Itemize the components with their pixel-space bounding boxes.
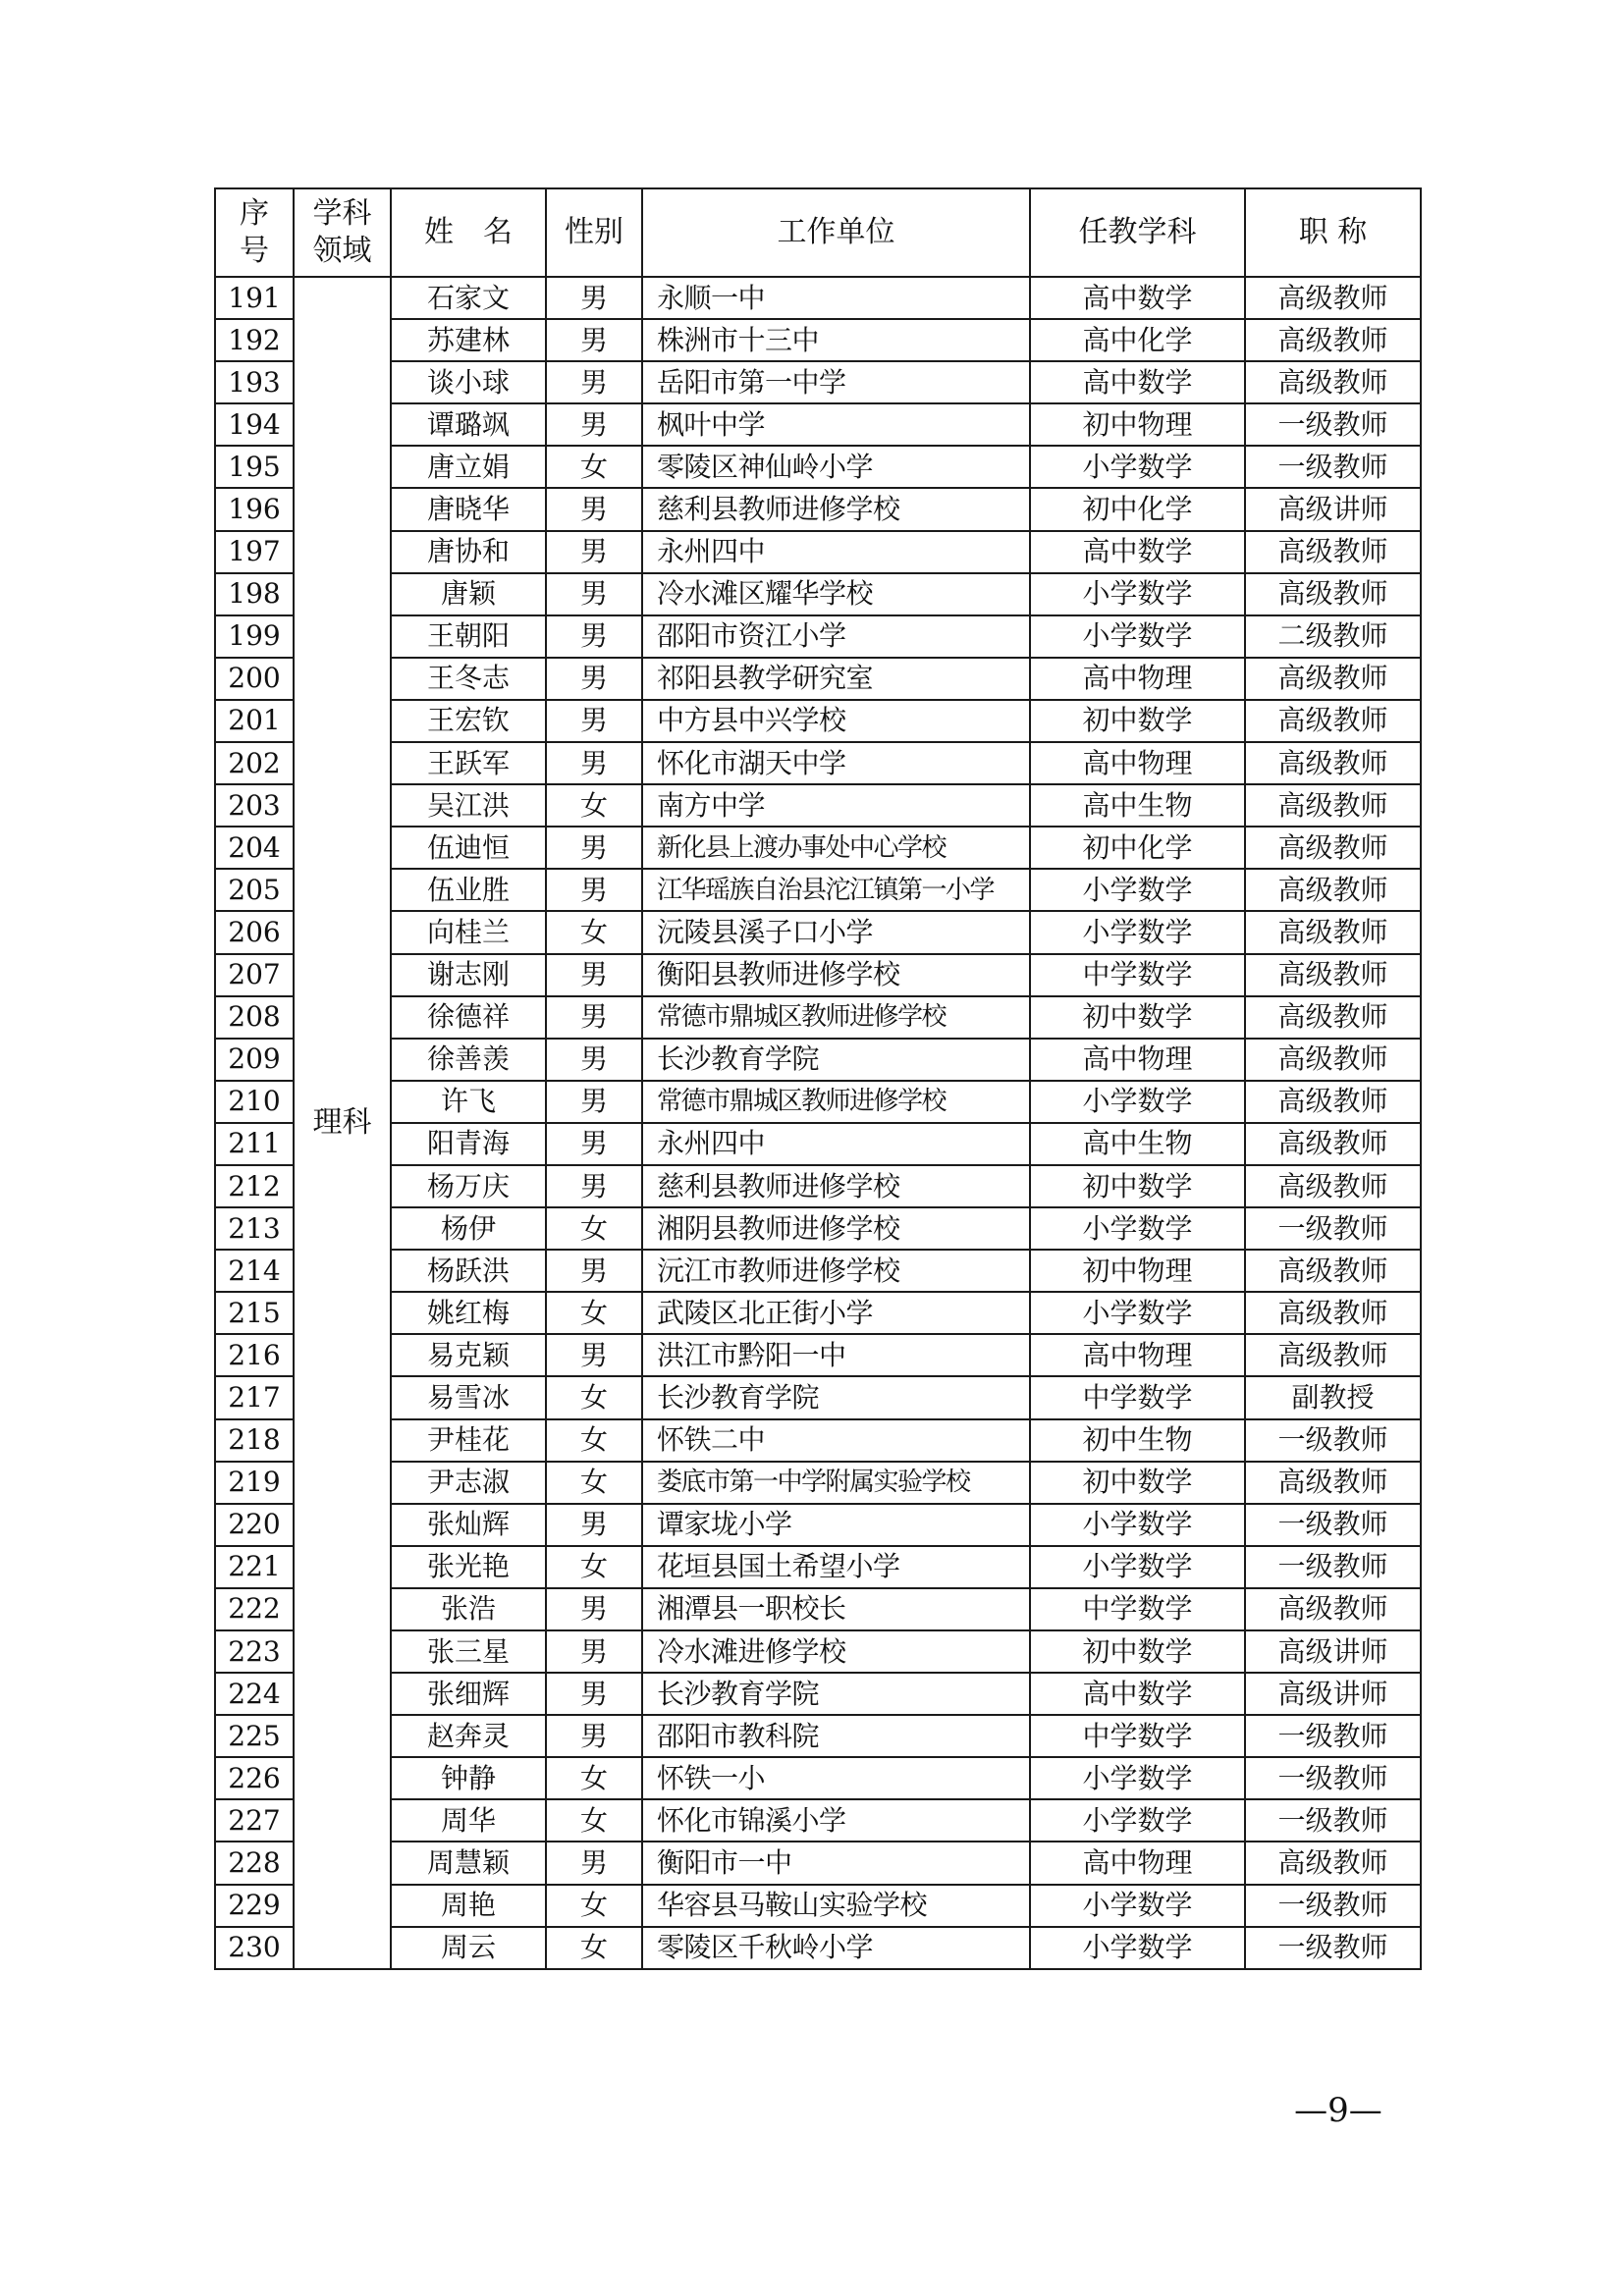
cell-name: 张三星 bbox=[391, 1630, 546, 1673]
cell-unit: 祁阳县教学研究室 bbox=[642, 658, 1030, 700]
cell-title: 高级教师 bbox=[1245, 277, 1421, 319]
cell-title: 高级教师 bbox=[1245, 1039, 1421, 1081]
cell-unit: 零陵区神仙岭小学 bbox=[642, 446, 1030, 488]
cell-subject: 初中数学 bbox=[1030, 996, 1245, 1039]
cell-subject: 初中化学 bbox=[1030, 488, 1245, 530]
cell-title: 高级讲师 bbox=[1245, 1630, 1421, 1673]
cell-subject: 中学数学 bbox=[1030, 954, 1245, 996]
cell-gender: 男 bbox=[546, 1842, 642, 1884]
cell-subject: 高中数学 bbox=[1030, 277, 1245, 319]
cell-unit: 邵阳市教科院 bbox=[642, 1715, 1030, 1757]
cell-unit: 洪江市黔阳一中 bbox=[642, 1334, 1030, 1376]
cell-unit: 华容县马鞍山实验学校 bbox=[642, 1885, 1030, 1927]
table-row bbox=[215, 1292, 1421, 1334]
cell-unit: 株洲市十三中 bbox=[642, 319, 1030, 361]
cell-subject: 高中物理 bbox=[1030, 1334, 1245, 1376]
cell-gender: 男 bbox=[546, 615, 642, 658]
cell-name: 谈小球 bbox=[391, 361, 546, 403]
cell-seq: 216 bbox=[215, 1334, 294, 1376]
cell-seq: 207 bbox=[215, 954, 294, 996]
cell-gender: 女 bbox=[546, 1207, 642, 1250]
cell-name: 杨万庆 bbox=[391, 1165, 546, 1207]
header-title: 职 称 bbox=[1245, 188, 1421, 277]
cell-subject: 小学数学 bbox=[1030, 573, 1245, 615]
cell-name: 尹桂花 bbox=[391, 1419, 546, 1462]
cell-gender: 男 bbox=[546, 573, 642, 615]
cell-subject: 小学数学 bbox=[1030, 1504, 1245, 1546]
cell-title: 高级教师 bbox=[1245, 658, 1421, 700]
cell-title: 高级教师 bbox=[1245, 742, 1421, 784]
cell-name: 张浩 bbox=[391, 1588, 546, 1630]
cell-name: 许飞 bbox=[391, 1081, 546, 1123]
cell-unit: 冷水滩进修学校 bbox=[642, 1630, 1030, 1673]
cell-gender: 男 bbox=[546, 1081, 642, 1123]
cell-title: 高级教师 bbox=[1245, 1250, 1421, 1292]
cell-seq: 206 bbox=[215, 911, 294, 953]
cell-title: 高级讲师 bbox=[1245, 488, 1421, 530]
cell-gender: 男 bbox=[546, 319, 642, 361]
header-unit: 工作单位 bbox=[642, 188, 1030, 277]
table-row bbox=[215, 1715, 1421, 1757]
cell-gender: 女 bbox=[546, 1292, 642, 1334]
table-row bbox=[215, 319, 1421, 361]
table-body bbox=[215, 277, 1421, 1969]
table-row bbox=[215, 1462, 1421, 1504]
cell-gender: 女 bbox=[546, 1885, 642, 1927]
cell-unit: 常德市鼎城区教师进修学校 bbox=[642, 1081, 1030, 1123]
cell-seq: 202 bbox=[215, 742, 294, 784]
cell-subject: 小学数学 bbox=[1030, 1546, 1245, 1588]
cell-title: 高级教师 bbox=[1245, 1588, 1421, 1630]
header-domain-line: 学科 bbox=[312, 196, 372, 231]
cell-unit: 沅江市教师进修学校 bbox=[642, 1250, 1030, 1292]
cell-subject: 小学数学 bbox=[1030, 1927, 1245, 1969]
cell-title: 高级教师 bbox=[1245, 1165, 1421, 1207]
cell-name: 张灿辉 bbox=[391, 1504, 546, 1546]
cell-name: 徐德祥 bbox=[391, 996, 546, 1039]
table-row bbox=[215, 954, 1421, 996]
cell-gender: 男 bbox=[546, 361, 642, 403]
table-row bbox=[215, 1630, 1421, 1673]
table-row bbox=[215, 1334, 1421, 1376]
header-gender: 性别 bbox=[546, 188, 642, 277]
cell-name: 伍迪恒 bbox=[391, 827, 546, 869]
cell-name: 周艳 bbox=[391, 1885, 546, 1927]
cell-name: 赵奔灵 bbox=[391, 1715, 546, 1757]
cell-subject: 中学数学 bbox=[1030, 1588, 1245, 1630]
cell-title: 高级教师 bbox=[1245, 827, 1421, 869]
table-row bbox=[215, 531, 1421, 573]
cell-name: 谢志刚 bbox=[391, 954, 546, 996]
cell-name: 石家文 bbox=[391, 277, 546, 319]
cell-name: 谭璐飒 bbox=[391, 403, 546, 446]
cell-seq: 209 bbox=[215, 1039, 294, 1081]
table-row bbox=[215, 700, 1421, 742]
cell-name: 周云 bbox=[391, 1927, 546, 1969]
cell-subject: 高中生物 bbox=[1030, 1123, 1245, 1165]
cell-seq: 221 bbox=[215, 1546, 294, 1588]
cell-subject: 高中物理 bbox=[1030, 1039, 1245, 1081]
cell-seq: 217 bbox=[215, 1376, 294, 1418]
cell-name: 杨伊 bbox=[391, 1207, 546, 1250]
cell-title: 一级教师 bbox=[1245, 1799, 1421, 1842]
table-row bbox=[215, 1250, 1421, 1292]
cell-title: 一级教师 bbox=[1245, 1504, 1421, 1546]
table-row bbox=[215, 573, 1421, 615]
cell-gender: 男 bbox=[546, 1250, 642, 1292]
cell-gender: 男 bbox=[546, 1039, 642, 1081]
cell-subject: 小学数学 bbox=[1030, 1757, 1245, 1799]
cell-seq: 203 bbox=[215, 784, 294, 827]
cell-gender: 男 bbox=[546, 1504, 642, 1546]
cell-seq: 224 bbox=[215, 1673, 294, 1715]
cell-gender: 女 bbox=[546, 1799, 642, 1842]
cell-name: 唐颖 bbox=[391, 573, 546, 615]
cell-seq: 201 bbox=[215, 700, 294, 742]
cell-seq: 199 bbox=[215, 615, 294, 658]
cell-gender: 男 bbox=[546, 742, 642, 784]
cell-seq: 229 bbox=[215, 1885, 294, 1927]
cell-gender: 男 bbox=[546, 531, 642, 573]
cell-unit: 慈利县教师进修学校 bbox=[642, 488, 1030, 530]
cell-gender: 男 bbox=[546, 1715, 642, 1757]
cell-unit: 武陵区北正街小学 bbox=[642, 1292, 1030, 1334]
cell-name: 杨跃洪 bbox=[391, 1250, 546, 1292]
cell-unit: 衡阳市一中 bbox=[642, 1842, 1030, 1884]
cell-subject: 高中数学 bbox=[1030, 531, 1245, 573]
cell-gender: 女 bbox=[546, 1757, 642, 1799]
cell-seq: 214 bbox=[215, 1250, 294, 1292]
header-subject: 任教学科 bbox=[1030, 188, 1245, 277]
table-row bbox=[215, 1927, 1421, 1969]
cell-name: 唐立娟 bbox=[391, 446, 546, 488]
cell-title: 一级教师 bbox=[1245, 1419, 1421, 1462]
table-row bbox=[215, 658, 1421, 700]
table-row bbox=[215, 911, 1421, 953]
table-row bbox=[215, 1546, 1421, 1588]
domain-cell: 理科 bbox=[294, 277, 391, 1969]
cell-gender: 女 bbox=[546, 1462, 642, 1504]
table-header-row bbox=[215, 188, 1421, 277]
cell-unit: 怀铁二中 bbox=[642, 1419, 1030, 1462]
cell-title: 一级教师 bbox=[1245, 1207, 1421, 1250]
cell-unit: 怀化市锦溪小学 bbox=[642, 1799, 1030, 1842]
cell-name: 吴江洪 bbox=[391, 784, 546, 827]
cell-title: 副教授 bbox=[1245, 1376, 1421, 1418]
cell-seq: 219 bbox=[215, 1462, 294, 1504]
cell-title: 高级教师 bbox=[1245, 531, 1421, 573]
cell-seq: 194 bbox=[215, 403, 294, 446]
cell-seq: 218 bbox=[215, 1419, 294, 1462]
table-row bbox=[215, 446, 1421, 488]
header-seq-line: 序 bbox=[240, 196, 269, 231]
cell-name: 王朝阳 bbox=[391, 615, 546, 658]
table-row bbox=[215, 996, 1421, 1039]
cell-unit: 永州四中 bbox=[642, 1123, 1030, 1165]
cell-subject: 小学数学 bbox=[1030, 615, 1245, 658]
cell-seq: 210 bbox=[215, 1081, 294, 1123]
cell-subject: 小学数学 bbox=[1030, 1292, 1245, 1334]
cell-gender: 男 bbox=[546, 827, 642, 869]
cell-name: 向桂兰 bbox=[391, 911, 546, 953]
header-domain-line: 领域 bbox=[312, 234, 372, 268]
cell-name: 唐晓华 bbox=[391, 488, 546, 530]
cell-unit: 永顺一中 bbox=[642, 277, 1030, 319]
cell-seq: 200 bbox=[215, 658, 294, 700]
cell-name: 尹志淑 bbox=[391, 1462, 546, 1504]
cell-unit: 零陵区千秋岭小学 bbox=[642, 1927, 1030, 1969]
cell-title: 二级教师 bbox=[1245, 615, 1421, 658]
cell-title: 高级教师 bbox=[1245, 1334, 1421, 1376]
cell-title: 高级讲师 bbox=[1245, 1673, 1421, 1715]
cell-seq: 227 bbox=[215, 1799, 294, 1842]
cell-unit: 枫叶中学 bbox=[642, 403, 1030, 446]
cell-name: 阳青海 bbox=[391, 1123, 546, 1165]
cell-title: 高级教师 bbox=[1245, 1462, 1421, 1504]
table-row bbox=[215, 869, 1421, 911]
cell-name: 张光艳 bbox=[391, 1546, 546, 1588]
cell-subject: 中学数学 bbox=[1030, 1715, 1245, 1757]
cell-gender: 女 bbox=[546, 1546, 642, 1588]
cell-name: 周华 bbox=[391, 1799, 546, 1842]
table-row bbox=[215, 1123, 1421, 1165]
cell-subject: 初中物理 bbox=[1030, 1250, 1245, 1292]
cell-seq: 198 bbox=[215, 573, 294, 615]
cell-name: 姚红梅 bbox=[391, 1292, 546, 1334]
table-row bbox=[215, 1673, 1421, 1715]
cell-name: 王冬志 bbox=[391, 658, 546, 700]
cell-seq: 228 bbox=[215, 1842, 294, 1884]
cell-gender: 男 bbox=[546, 869, 642, 911]
cell-gender: 男 bbox=[546, 658, 642, 700]
cell-unit: 怀铁一小 bbox=[642, 1757, 1030, 1799]
cell-gender: 男 bbox=[546, 1334, 642, 1376]
cell-unit: 谭家垅小学 bbox=[642, 1504, 1030, 1546]
table-row bbox=[215, 1799, 1421, 1842]
cell-title: 一级教师 bbox=[1245, 446, 1421, 488]
cell-title: 高级教师 bbox=[1245, 361, 1421, 403]
cell-title: 高级教师 bbox=[1245, 1081, 1421, 1123]
cell-name: 周慧颖 bbox=[391, 1842, 546, 1884]
cell-title: 一级教师 bbox=[1245, 1546, 1421, 1588]
cell-gender: 男 bbox=[546, 996, 642, 1039]
cell-unit: 冷水滩区耀华学校 bbox=[642, 573, 1030, 615]
table-row bbox=[215, 1081, 1421, 1123]
cell-unit: 怀化市湖天中学 bbox=[642, 742, 1030, 784]
cell-subject: 高中化学 bbox=[1030, 319, 1245, 361]
cell-title: 高级教师 bbox=[1245, 573, 1421, 615]
cell-title: 高级教师 bbox=[1245, 1292, 1421, 1334]
cell-title: 高级教师 bbox=[1245, 911, 1421, 953]
cell-subject: 初中生物 bbox=[1030, 1419, 1245, 1462]
cell-title: 高级教师 bbox=[1245, 954, 1421, 996]
cell-subject: 初中数学 bbox=[1030, 1165, 1245, 1207]
cell-unit: 新化县上渡办事处中心学校 bbox=[642, 827, 1030, 869]
cell-unit: 中方县中兴学校 bbox=[642, 700, 1030, 742]
cell-title: 高级教师 bbox=[1245, 1842, 1421, 1884]
cell-name: 徐善羡 bbox=[391, 1039, 546, 1081]
cell-gender: 男 bbox=[546, 954, 642, 996]
cell-seq: 222 bbox=[215, 1588, 294, 1630]
cell-gender: 男 bbox=[546, 403, 642, 446]
cell-gender: 男 bbox=[546, 1165, 642, 1207]
cell-subject: 高中数学 bbox=[1030, 361, 1245, 403]
cell-subject: 初中数学 bbox=[1030, 700, 1245, 742]
cell-seq: 215 bbox=[215, 1292, 294, 1334]
cell-gender: 女 bbox=[546, 911, 642, 953]
cell-seq: 208 bbox=[215, 996, 294, 1039]
cell-seq: 225 bbox=[215, 1715, 294, 1757]
cell-gender: 女 bbox=[546, 1376, 642, 1418]
cell-gender: 女 bbox=[546, 446, 642, 488]
table-row bbox=[215, 1504, 1421, 1546]
table-row bbox=[215, 827, 1421, 869]
cell-name: 易克颖 bbox=[391, 1334, 546, 1376]
cell-seq: 191 bbox=[215, 277, 294, 319]
header-seq-line: 号 bbox=[240, 234, 269, 268]
cell-gender: 男 bbox=[546, 1123, 642, 1165]
cell-unit: 永州四中 bbox=[642, 531, 1030, 573]
cell-title: 一级教师 bbox=[1245, 403, 1421, 446]
cell-subject: 小学数学 bbox=[1030, 1207, 1245, 1250]
cell-name: 王宏钦 bbox=[391, 700, 546, 742]
cell-unit: 长沙教育学院 bbox=[642, 1039, 1030, 1081]
cell-subject: 初中物理 bbox=[1030, 403, 1245, 446]
teacher-roster-table bbox=[214, 187, 1422, 1970]
cell-subject: 高中数学 bbox=[1030, 1673, 1245, 1715]
cell-gender: 男 bbox=[546, 277, 642, 319]
cell-title: 一级教师 bbox=[1245, 1927, 1421, 1969]
cell-seq: 230 bbox=[215, 1927, 294, 1969]
cell-subject: 高中物理 bbox=[1030, 742, 1245, 784]
cell-gender: 男 bbox=[546, 1673, 642, 1715]
cell-subject: 初中化学 bbox=[1030, 827, 1245, 869]
cell-gender: 男 bbox=[546, 700, 642, 742]
table-row bbox=[215, 1376, 1421, 1418]
cell-subject: 初中数学 bbox=[1030, 1462, 1245, 1504]
cell-subject: 小学数学 bbox=[1030, 911, 1245, 953]
cell-name: 伍业胜 bbox=[391, 869, 546, 911]
cell-name: 张细辉 bbox=[391, 1673, 546, 1715]
cell-unit: 沅陵县溪子口小学 bbox=[642, 911, 1030, 953]
cell-unit: 长沙教育学院 bbox=[642, 1376, 1030, 1418]
cell-seq: 195 bbox=[215, 446, 294, 488]
cell-name: 唐协和 bbox=[391, 531, 546, 573]
cell-unit: 南方中学 bbox=[642, 784, 1030, 827]
table-row bbox=[215, 1588, 1421, 1630]
table-row bbox=[215, 1207, 1421, 1250]
cell-name: 苏建林 bbox=[391, 319, 546, 361]
cell-seq: 226 bbox=[215, 1757, 294, 1799]
cell-title: 一级教师 bbox=[1245, 1757, 1421, 1799]
cell-gender: 男 bbox=[546, 488, 642, 530]
table-row bbox=[215, 784, 1421, 827]
cell-seq: 211 bbox=[215, 1123, 294, 1165]
cell-unit: 长沙教育学院 bbox=[642, 1673, 1030, 1715]
cell-unit: 江华瑶族自治县沱江镇第一小学 bbox=[642, 869, 1030, 911]
cell-seq: 205 bbox=[215, 869, 294, 911]
header-domain bbox=[294, 188, 391, 277]
cell-subject: 初中数学 bbox=[1030, 1630, 1245, 1673]
cell-unit: 常德市鼎城区教师进修学校 bbox=[642, 996, 1030, 1039]
cell-title: 高级教师 bbox=[1245, 784, 1421, 827]
cell-gender: 男 bbox=[546, 1588, 642, 1630]
cell-gender: 女 bbox=[546, 1419, 642, 1462]
cell-subject: 小学数学 bbox=[1030, 869, 1245, 911]
cell-seq: 196 bbox=[215, 488, 294, 530]
table-row bbox=[215, 1757, 1421, 1799]
cell-name: 易雪冰 bbox=[391, 1376, 546, 1418]
table-row bbox=[215, 1039, 1421, 1081]
cell-gender: 女 bbox=[546, 1927, 642, 1969]
header-seq bbox=[215, 188, 294, 277]
cell-title: 高级教师 bbox=[1245, 869, 1421, 911]
cell-title: 高级教师 bbox=[1245, 1123, 1421, 1165]
cell-unit: 湘阴县教师进修学校 bbox=[642, 1207, 1030, 1250]
cell-gender: 男 bbox=[546, 1630, 642, 1673]
cell-title: 一级教师 bbox=[1245, 1885, 1421, 1927]
table-row bbox=[215, 277, 1421, 319]
cell-seq: 193 bbox=[215, 361, 294, 403]
cell-subject: 小学数学 bbox=[1030, 1885, 1245, 1927]
cell-unit: 衡阳县教师进修学校 bbox=[642, 954, 1030, 996]
cell-subject: 高中生物 bbox=[1030, 784, 1245, 827]
cell-seq: 223 bbox=[215, 1630, 294, 1673]
cell-seq: 204 bbox=[215, 827, 294, 869]
table-row bbox=[215, 1842, 1421, 1884]
cell-seq: 212 bbox=[215, 1165, 294, 1207]
cell-seq: 197 bbox=[215, 531, 294, 573]
table-row bbox=[215, 488, 1421, 530]
cell-seq: 213 bbox=[215, 1207, 294, 1250]
cell-unit: 岳阳市第一中学 bbox=[642, 361, 1030, 403]
cell-unit: 花垣县国土希望小学 bbox=[642, 1546, 1030, 1588]
cell-name: 王跃军 bbox=[391, 742, 546, 784]
cell-subject: 小学数学 bbox=[1030, 1081, 1245, 1123]
cell-seq: 192 bbox=[215, 319, 294, 361]
header-name: 姓 名 bbox=[391, 188, 546, 277]
cell-unit: 邵阳市资江小学 bbox=[642, 615, 1030, 658]
table-row bbox=[215, 615, 1421, 658]
cell-unit: 慈利县教师进修学校 bbox=[642, 1165, 1030, 1207]
cell-title: 一级教师 bbox=[1245, 1715, 1421, 1757]
table-row bbox=[215, 1885, 1421, 1927]
cell-subject: 高中物理 bbox=[1030, 658, 1245, 700]
cell-seq: 220 bbox=[215, 1504, 294, 1546]
cell-title: 高级教师 bbox=[1245, 996, 1421, 1039]
table-row bbox=[215, 1419, 1421, 1462]
cell-subject: 高中物理 bbox=[1030, 1842, 1245, 1884]
cell-subject: 中学数学 bbox=[1030, 1376, 1245, 1418]
cell-title: 高级教师 bbox=[1245, 319, 1421, 361]
cell-unit: 娄底市第一中学附属实验学校 bbox=[642, 1462, 1030, 1504]
table-row bbox=[215, 361, 1421, 403]
cell-name: 钟静 bbox=[391, 1757, 546, 1799]
table-row bbox=[215, 742, 1421, 784]
cell-title: 高级教师 bbox=[1245, 700, 1421, 742]
cell-gender: 女 bbox=[546, 784, 642, 827]
table-row bbox=[215, 1165, 1421, 1207]
table-row bbox=[215, 403, 1421, 446]
page-number: —9— bbox=[1294, 2091, 1382, 2130]
cell-subject: 小学数学 bbox=[1030, 1799, 1245, 1842]
cell-unit: 湘潭县一职校长 bbox=[642, 1588, 1030, 1630]
cell-subject: 小学数学 bbox=[1030, 446, 1245, 488]
